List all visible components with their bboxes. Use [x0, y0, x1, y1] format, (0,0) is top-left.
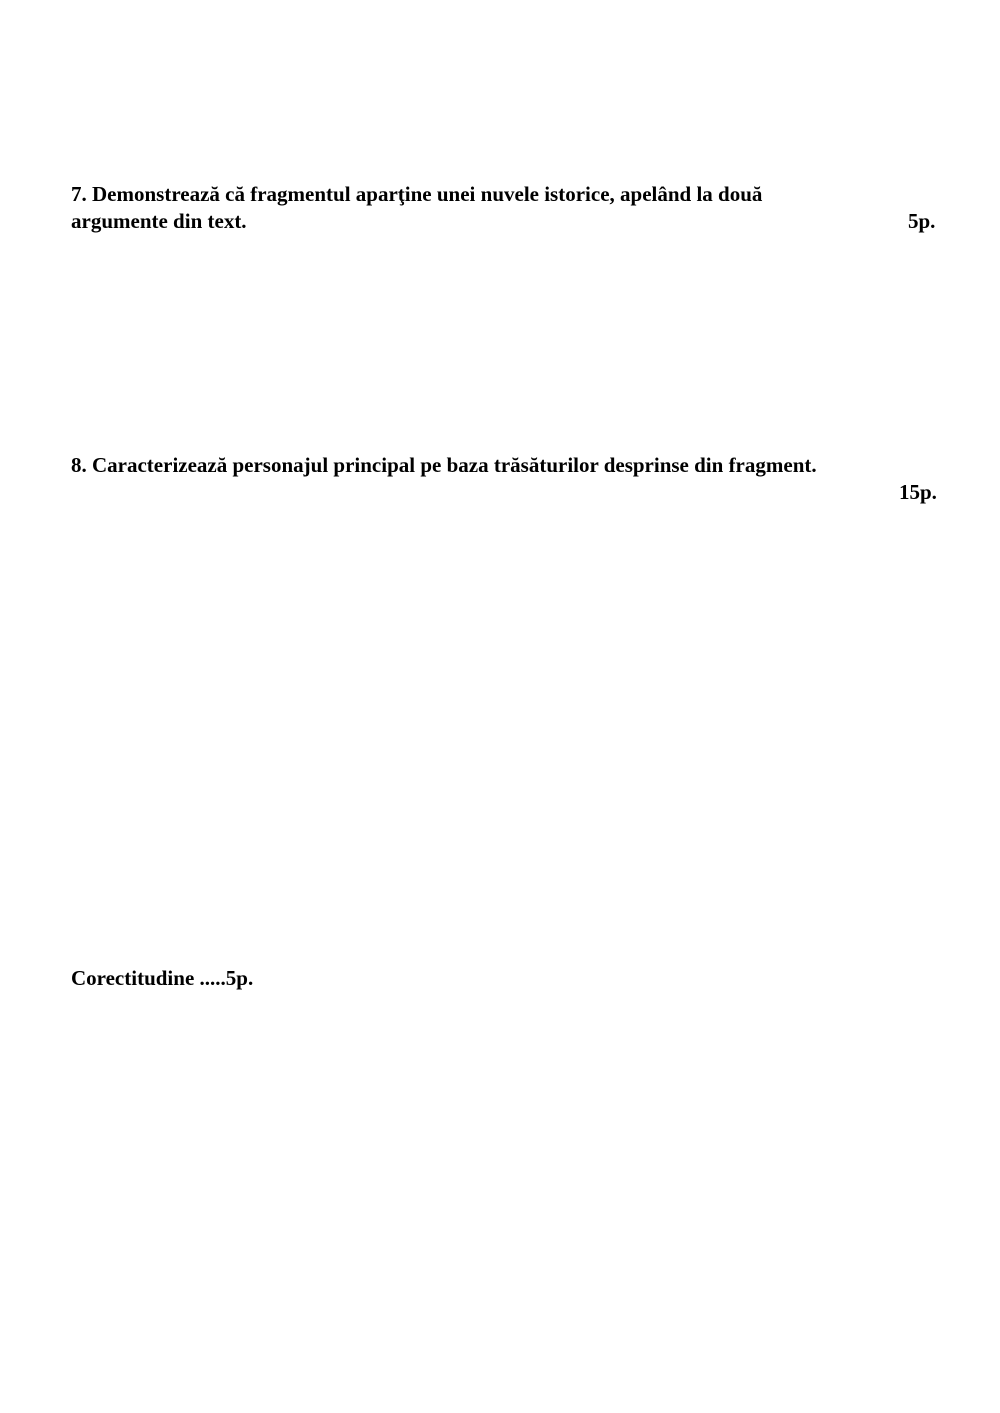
corectitudine-score: Corectitudine .....5p.: [71, 966, 254, 990]
question-7-text-line1: 7. Demonstrează că fragmentul aparţine unei nuvele istorice, apelând la două: [71, 182, 763, 206]
question-8-text: 8. Caracterizează personajul principal pe baza trăsăturilor desprinse din fragment.: [71, 453, 817, 477]
question-8-points: 15p.: [899, 480, 937, 504]
question-7-text-line2: argumente din text.: [71, 209, 247, 233]
question-7-points: 5p.: [908, 209, 936, 233]
